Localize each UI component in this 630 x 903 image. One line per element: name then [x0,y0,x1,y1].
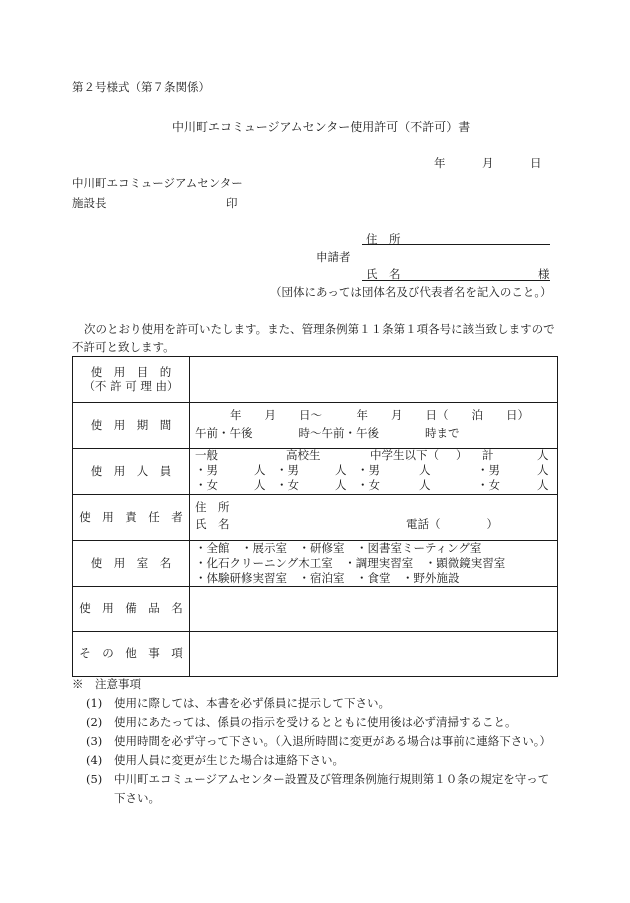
people-male-3-unit: 人 [419,463,431,477]
period-label-cell [73,403,190,449]
rooms-line-3: ・体験研修実習室 ・宿泊室 ・食堂 ・野外施設 [195,571,460,585]
applicant-note: （団体にあっては団体名及び代表者名を記入のこと。） [270,285,552,299]
people-male-1-unit: 人 [254,463,266,477]
purpose-label: 使 用 目 的 [90,364,172,379]
notes-heading: ※ 注意事項 [72,677,141,691]
people-junior: 中学生以下（ [370,448,439,462]
people-highschool: 高校生 [286,448,321,462]
purpose-sublabel: （不 許 可 理 由） [83,378,179,393]
applicant-address-label: 住 所 [366,232,401,246]
period-field[interactable] [190,403,558,449]
rooms-line-2: ・化石クリーニング木工室 ・調理実習室 ・顕微鏡実習室 [195,556,506,570]
equipment-label-cell [73,587,190,632]
applicant-role: 申請者 [316,250,351,264]
people-male-1: ・男 [195,463,218,477]
people-female-1: ・女 [195,478,218,492]
addressee-title: 施設長 [72,196,107,210]
note-item [72,754,562,773]
note-number: (3) [86,734,103,748]
row-rooms [73,541,558,587]
applicant-name-line [362,280,550,281]
other-field[interactable] [190,632,558,677]
note-item [72,716,562,735]
rooms-field[interactable] [190,541,558,587]
other-label: そ の 他 事 項 [79,646,183,661]
purpose-field[interactable] [190,357,558,403]
note-item [72,735,562,754]
people-female-1-unit: 人 [254,478,266,492]
people-male-2: ・男 [276,463,299,477]
period-time-line: 午前・午後 時～午前・午後 時まで [195,426,460,440]
row-equipment [73,587,558,632]
equipment-field[interactable] [190,587,558,632]
note-number: (4) [86,753,103,767]
people-female-2-unit: 人 [335,478,347,492]
form-number: 第２号様式（第７条関係） [72,80,210,94]
responsible-label-cell [73,495,190,541]
note-number: (1) [86,696,103,710]
people-female-4-unit: 人 [537,478,549,492]
people-male-4: ・男 [477,463,500,477]
row-other [73,632,558,677]
people-male-4-unit: 人 [537,463,549,477]
document-title: 中川町エコミュージアムセンター使用許可（不許可）書 [172,120,471,134]
note-number: (5) [86,772,103,786]
rooms-label: 使 用 室 名 [90,555,172,570]
applicant-name-label: 氏 名 [366,267,401,281]
people-junior-close: ） [456,448,468,462]
row-people [73,449,558,495]
note-text-continuation: 下さい。 [114,791,160,805]
purpose-label-cell [73,357,190,403]
honorific: 様 [538,267,550,281]
people-female-3: ・女 [357,478,380,492]
row-period [73,403,558,449]
seal-mark: 印 [226,196,238,210]
date-day-label: 日 [530,156,542,170]
people-total-unit: 人 [537,448,549,462]
note-text: 中川町エコミュージアムセンター設置及び管理条例施行規則第１０条の規定を守って [114,772,550,786]
people-field[interactable] [190,449,558,495]
note-text: 使用にあたっては、係員の指示を受けるとともに使用後は必ず清掃すること。 [114,715,517,729]
period-date-line: 年 月 日～ 年 月 日（ 泊 日） [230,408,529,422]
rooms-label-cell [73,541,190,587]
responsible-label: 使 用 責 任 者 [79,509,183,524]
note-item-continuation [72,792,562,811]
people-male-2-unit: 人 [335,463,347,477]
people-female-3-unit: 人 [419,478,431,492]
rooms-line-1: ・全館 ・展示室 ・研修室 ・図書室ミーティング室 [195,541,482,555]
note-number: (2) [86,715,103,729]
note-item [72,697,562,716]
responsible-field[interactable] [190,495,558,541]
note-text: 使用人員に変更が生じた場合は連絡下さい。 [114,753,344,767]
people-female-4: ・女 [477,478,500,492]
note-text: 使用時間を必ず守って下さい。（入退所時間に変更がある場合は事前に連絡下さい。） [114,734,551,748]
intro-line-1: 次のとおり使用を許可いたします。また、管理条例第１１条第１項各号に該当致しますので [84,322,555,336]
date-month-label: 月 [482,156,494,170]
people-male-3: ・男 [357,463,380,477]
people-female-2: ・女 [276,478,299,492]
other-label-cell [73,632,190,677]
note-item [72,773,562,792]
responsible-address-label: 住 所 [195,500,230,514]
intro-line-2: 不許可と致します。 [72,340,175,354]
date-year-label: 年 [434,156,446,170]
responsible-phone-label: 電話（ ） [406,517,498,531]
addressee-organization: 中川町エコミュージアムセンター [72,176,243,190]
period-label: 使 用 期 間 [90,417,172,432]
people-label: 使 用 人 員 [90,463,172,478]
people-label-cell [73,449,190,495]
responsible-name-label: 氏 名 [195,517,230,531]
people-total: 計 [482,448,494,462]
people-general: 一般 [195,448,218,462]
notes-section [72,678,562,811]
row-responsible [73,495,558,541]
permit-form-table [72,356,558,677]
row-purpose [73,357,558,403]
note-text: 使用に際しては、本書を必ず係員に提示して下さい。 [114,696,390,710]
equipment-label: 使 用 備 品 名 [79,601,183,616]
applicant-address-line [362,244,550,245]
